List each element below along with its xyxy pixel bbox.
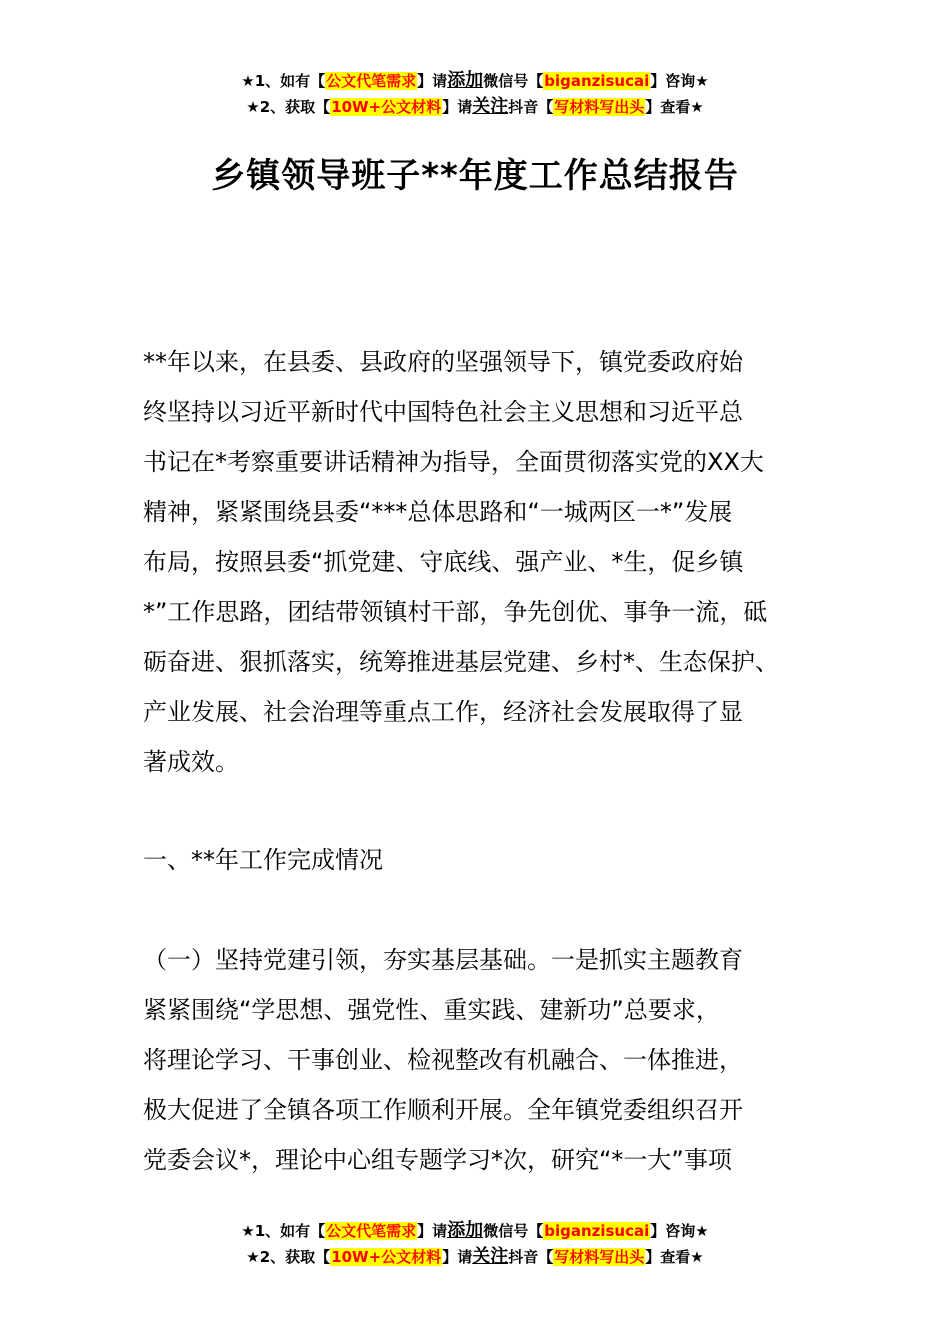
paragraph-line: 终坚持以习近平新时代中国特色社会主义思想和习近平总 — [143, 398, 743, 426]
ad-emphasis: 添加 — [447, 1220, 484, 1241]
paragraph-line: 书记在*考察重要讲话精神为指导，全面贯彻落实党的XX大 — [143, 448, 764, 476]
ad-text: 抖音【 — [508, 1248, 554, 1266]
ad-text: 】查看★ — [645, 1248, 704, 1266]
ad-text: 微信号【 — [483, 1222, 544, 1240]
paragraph-line: **年以来，在县委、县政府的坚强领导下，镇党委政府始 — [143, 348, 743, 376]
ad-highlight: 公文代笔需求 — [326, 1222, 417, 1240]
paragraph-line: 布局，按照县委“抓党建、守底线、强产业、*生，促乡镇 — [143, 548, 744, 576]
paragraph-line: （一）坚持党建引领，夯实基层基础。一是抓实主题教育 — [143, 946, 743, 974]
paragraph-line: *”工作思路，团结带领镇村干部，争先创优、事争一流，砥 — [143, 598, 768, 626]
ad-emphasis: 关注 — [472, 96, 509, 117]
ad-wechat-id: biganzisucai — [544, 72, 650, 90]
ad-text: ★2、获取【 — [246, 1248, 331, 1266]
ad-line-2 — [0, 94, 950, 120]
ad-text: 】咨询★ — [650, 72, 709, 90]
ad-highlight: 公文代笔需求 — [326, 72, 417, 90]
paragraph-line: 党委会议*，理论中心组专题学习*次，研究“*一大”事项 — [143, 1146, 732, 1174]
ad-douyin-id: 写材料写出头 — [554, 98, 645, 116]
paragraph-line: 著成效。 — [143, 748, 239, 776]
ad-highlight: 10W+公文材料 — [331, 98, 442, 116]
bottom-ad-banner — [0, 1218, 950, 1270]
paragraph-line: 紧紧围绕“学思想、强党性、重实践、建新功”总要求， — [143, 996, 720, 1024]
heading-text: 一、**年工作完成情况 — [143, 846, 383, 874]
ad-wechat-id: biganzisucai — [544, 1222, 650, 1240]
paragraph-line: 将理论学习、干事创业、检视整改有机融合、一体推进， — [143, 1046, 743, 1074]
ad-text: 微信号【 — [483, 72, 544, 90]
ad-line-1 — [0, 1218, 950, 1244]
top-ad-banner — [0, 68, 950, 120]
section-paragraph — [143, 935, 823, 1185]
ad-text: 抖音【 — [508, 98, 554, 116]
ad-text: ★1、如有【 — [241, 1222, 326, 1240]
ad-text: 】查看★ — [645, 98, 704, 116]
ad-line-1 — [0, 68, 950, 94]
paragraph-line: 产业发展、社会治理等重点工作，经济社会发展取得了显 — [143, 698, 743, 726]
ad-line-2 — [0, 1244, 950, 1270]
ad-text: 】请 — [417, 1222, 448, 1240]
ad-highlight: 10W+公文材料 — [331, 1248, 442, 1266]
paragraph-line: 精神，紧紧围绕县委“***总体思路和“一城两区一*”发展 — [143, 498, 733, 526]
ad-douyin-id: 写材料写出头 — [554, 1248, 645, 1266]
section-heading — [143, 835, 823, 885]
ad-text: ★2、获取【 — [246, 98, 331, 116]
intro-paragraph — [143, 337, 823, 787]
ad-text: 】请 — [442, 98, 473, 116]
ad-text: 】请 — [442, 1248, 473, 1266]
ad-text: ★1、如有【 — [241, 72, 326, 90]
document-title: 乡镇领导班子**年度工作总结报告 — [211, 156, 739, 196]
paragraph-line: 砺奋进、狠抓落实，统筹推进基层党建、乡村*、生态保护、 — [143, 648, 779, 676]
ad-text: 】请 — [417, 72, 448, 90]
paragraph-line: 极大促进了全镇各项工作顺利开展。全年镇党委组织召开 — [143, 1096, 743, 1124]
ad-emphasis: 关注 — [472, 1246, 509, 1267]
ad-emphasis: 添加 — [447, 70, 484, 91]
ad-text: 】咨询★ — [650, 1222, 709, 1240]
